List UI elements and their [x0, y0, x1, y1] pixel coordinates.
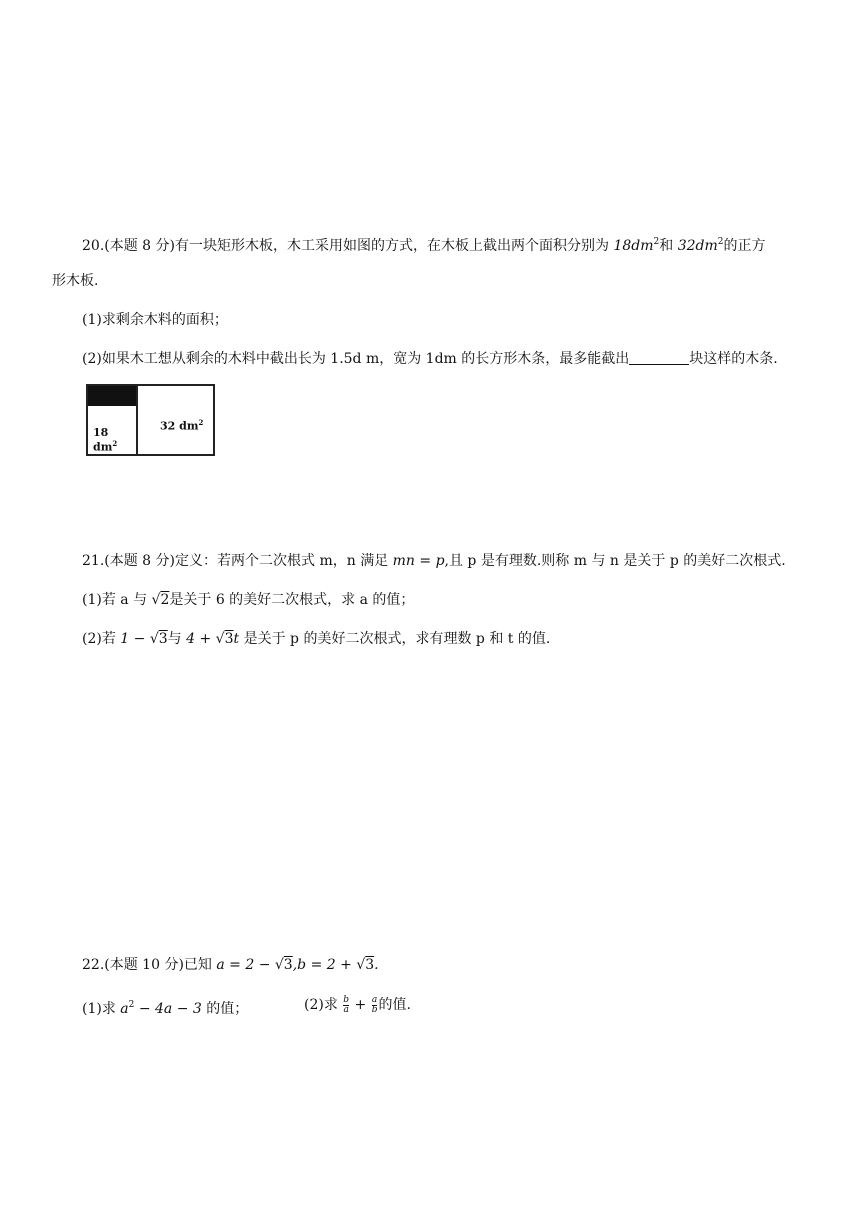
area-32-expr: $32dm^2$ — [677, 237, 724, 254]
answer-blank[interactable] — [629, 350, 689, 365]
fraction-a-over-b: $\frac{a}{b}$ — [371, 994, 378, 1015]
small-square — [88, 386, 138, 454]
q22-part1: (1)求 $a^2 - 4a - 3$ 的值； — [82, 1000, 249, 1017]
q22-line1: 22.(本题 10 分)已知 a = 2 − √3,b = 2 + √3. — [82, 957, 379, 973]
expr-4-plus-sqrt3t: 4 + √3t — [186, 631, 240, 647]
large-square-label: 32 $dm^2$ — [160, 418, 204, 433]
fraction-b-over-a: $\frac{b}{a}$ — [343, 994, 350, 1015]
q20-part2: (2)如果木工想从剩余的木料中截出长为 1.5d m，宽为 1dm 的长方形木条，最多能截出 块这样的木条. — [82, 351, 778, 367]
mn-equals-p: mn = p — [392, 553, 445, 569]
q20-part1: (1)求剩余木料的面积； — [82, 312, 228, 328]
q21-part1: (1)若 a 与 √2是关于 6 的美好二次根式，求 a 的值； — [82, 592, 415, 608]
sqrt-2: √2 — [151, 592, 170, 608]
q21-line1: 21.(本题 8 分)定义：若两个二次根式 m，n 满足 mn = p,且 p 是有理数.则称 m 与 n 是关于 p 的美好二次根式. — [82, 553, 786, 569]
q20-intro-text: 20.(本题 8 分)有一块矩形木板，木工采用如图的方式，在木板上截出两个面积分别为 — [82, 238, 614, 254]
black-strip — [88, 386, 136, 406]
expr-a-squared: $a^2 - 4a - 3$ — [120, 1000, 202, 1017]
board-figure — [86, 384, 215, 456]
small-square-label: 18 $dm^2$ — [93, 426, 118, 454]
q21-part2: (2)若 1 − √3与 4 + √3t 是关于 p 的美好二次根式，求有理数 p 和 t 的值. — [82, 631, 551, 647]
q22-part2: (2)求 $\frac{b}{a}$ + $\frac{a}{b}$ 的值. — [304, 994, 411, 1015]
q20-line2: 形木板. — [52, 273, 99, 289]
a-b-definition: a = 2 − √3,b = 2 + √3. — [216, 957, 379, 973]
q20-line1: 20.(本题 8 分)有一块矩形木板，木工采用如图的方式，在木板上截出两个面积分别为 $18dm^2$和 $32dm^2$的正方 — [82, 237, 766, 254]
expr-1-minus-sqrt3: 1 − √3 — [120, 631, 168, 647]
area-18-expr: $18dm^2$ — [613, 237, 660, 254]
